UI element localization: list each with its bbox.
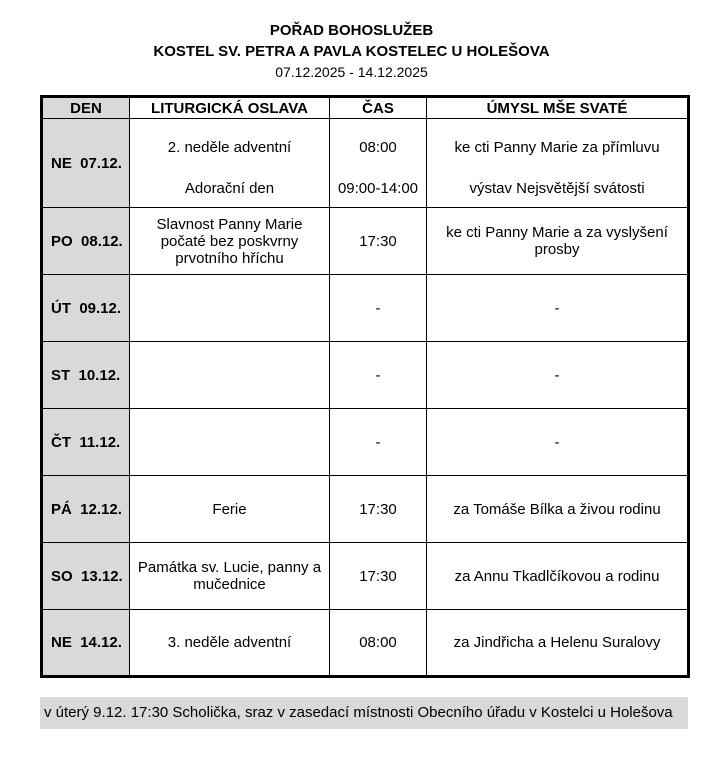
time-cell: - <box>330 409 427 476</box>
date-range: 07.12.2025 - 14.12.2025 <box>275 64 428 80</box>
column-header-intent: ÚMYSL MŠE SVATÉ <box>427 97 689 119</box>
celebration-cell <box>130 342 330 409</box>
celebration-cell: 3. neděle adventní <box>130 610 330 677</box>
time-cell: 17:30 <box>330 208 427 275</box>
title-block <box>0 0 703 83</box>
celebration-stack <box>136 121 323 205</box>
celebration-cell: Slavnost Panny Marie počaté bez poskvrny prvotního hříchu <box>130 208 330 275</box>
time-stack <box>336 121 420 205</box>
day-cell: SO 13.12. <box>42 543 130 610</box>
celebration-cell: Ferie <box>130 476 330 543</box>
intent-line-2: výstav Nejsvětější svátosti <box>469 180 645 197</box>
celebration-line-2: Adorační den <box>184 180 275 197</box>
intent-cell: za Jindřicha a Helenu Suralovy <box>427 610 689 677</box>
table-row <box>42 610 689 677</box>
intent-cell: ke cti Panny Marie a za vyslyšení prosby <box>427 208 689 275</box>
time-cell: 17:30 <box>330 476 427 543</box>
schedule-table <box>40 95 690 678</box>
celebration-cell <box>130 409 330 476</box>
table-row <box>42 208 689 275</box>
day-cell: PO 08.12. <box>42 208 130 275</box>
page-title: POŘAD BOHOSLUŽEB <box>269 22 434 39</box>
day-cell: ČT 11.12. <box>42 409 130 476</box>
column-header-time: ČAS <box>330 97 427 119</box>
column-header-celebration: LITURGICKÁ OSLAVA <box>130 97 330 119</box>
intent-cell: - <box>427 409 689 476</box>
day-cell: ÚT 09.12. <box>42 275 130 342</box>
intent-cell <box>427 119 689 208</box>
table-row <box>42 476 689 543</box>
time-line-1: 08:00 <box>359 139 397 156</box>
intent-cell: - <box>427 342 689 409</box>
day-cell: NE 07.12. <box>42 119 130 208</box>
table-row <box>42 409 689 476</box>
day-cell: ST 10.12. <box>42 342 130 409</box>
table-row <box>42 119 689 208</box>
time-cell: - <box>330 275 427 342</box>
time-cell: 17:30 <box>330 543 427 610</box>
column-header-den: DEN <box>42 97 130 119</box>
day-cell: PÁ 12.12. <box>42 476 130 543</box>
table-row <box>42 342 689 409</box>
table-row <box>42 543 689 610</box>
celebration-cell <box>130 119 330 208</box>
table-header-row <box>42 97 689 119</box>
footer-note: v úterý 9.12. 17:30 Scholička, sraz v zasedací místnosti Obecního úřadu v Kostelci u Holešova <box>40 697 688 729</box>
day-cell: NE 14.12. <box>42 610 130 677</box>
celebration-cell <box>130 275 330 342</box>
intent-cell: za Annu Tkadlčíkovou a rodinu <box>427 543 689 610</box>
table-row <box>42 275 689 342</box>
intent-stack <box>433 121 681 205</box>
intent-cell: za Tomáše Bílka a živou rodinu <box>427 476 689 543</box>
time-cell: - <box>330 342 427 409</box>
time-cell: 08:00 <box>330 610 427 677</box>
celebration-line-1: 2. neděle adventní <box>167 139 292 156</box>
time-line-2: 09:00-14:00 <box>337 180 419 197</box>
intent-cell: - <box>427 275 689 342</box>
celebration-cell: Památka sv. Lucie, panny a mučednice <box>130 543 330 610</box>
church-name: KOSTEL SV. PETRA A PAVLA KOSTELEC U HOLEŠOVA <box>153 43 550 60</box>
intent-line-1: ke cti Panny Marie za přímluvu <box>454 139 660 156</box>
time-cell <box>330 119 427 208</box>
